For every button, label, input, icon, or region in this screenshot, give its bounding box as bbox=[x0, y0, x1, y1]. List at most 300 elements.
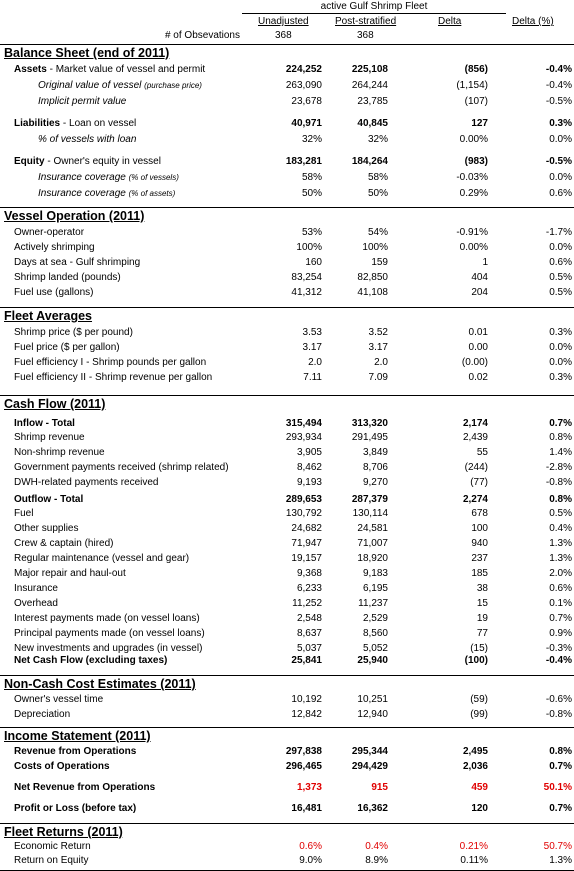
row-label-text: Original value of vessel bbox=[38, 80, 145, 91]
table-row bbox=[0, 568, 574, 582]
row-label bbox=[14, 523, 78, 534]
cell-post-stratified: 71,007 bbox=[357, 538, 388, 549]
cell-delta-pct: 0.8% bbox=[549, 746, 572, 757]
row-label-text: Principal payments made (on vessel loans) bbox=[14, 628, 205, 639]
cell-post-stratified: 2,529 bbox=[362, 613, 388, 624]
row-label-text: Regular maintenance (vessel and gear) bbox=[14, 553, 190, 564]
row-label-text: Revenue from Operations bbox=[14, 746, 137, 757]
cell-delta: 0.00% bbox=[459, 242, 488, 253]
cell-delta: 19 bbox=[476, 613, 488, 624]
cell-delta-pct: 0.1% bbox=[549, 598, 572, 609]
cell-post-stratified: 294,429 bbox=[351, 761, 388, 772]
row-label bbox=[14, 272, 121, 283]
cell-delta-pct: 0.7% bbox=[549, 761, 572, 772]
table-row bbox=[0, 172, 574, 186]
cell-unadjusted: 41,312 bbox=[291, 287, 322, 298]
cell-unadjusted: 9.0% bbox=[299, 855, 322, 866]
cell-delta: (107) bbox=[464, 96, 488, 107]
cell-post-stratified: 130,114 bbox=[352, 508, 388, 519]
cell-delta: 204 bbox=[471, 287, 488, 298]
cell-unadjusted: 24,682 bbox=[291, 523, 322, 534]
cell-post-stratified: 18,920 bbox=[357, 553, 388, 564]
table-row bbox=[0, 628, 574, 642]
cell-delta: (15) bbox=[470, 643, 488, 654]
row-label bbox=[14, 447, 105, 458]
row-label-text: Outflow - Total bbox=[14, 494, 84, 505]
col-header-post-stratified: Post-stratified bbox=[335, 16, 397, 27]
table-row bbox=[0, 188, 574, 202]
row-label-text: Implicit permit value bbox=[38, 96, 127, 107]
cell-delta-pct: 0.3% bbox=[549, 327, 572, 338]
cell-post-stratified: 3.52 bbox=[368, 327, 388, 338]
row-label bbox=[14, 553, 189, 564]
row-label-text: Inflow - Total bbox=[14, 418, 75, 429]
cell-unadjusted: 296,465 bbox=[285, 761, 322, 772]
row-label-text: Return on Equity bbox=[14, 855, 89, 866]
row-label-text: Owner-operator bbox=[14, 227, 85, 238]
cell-unadjusted: 71,947 bbox=[291, 538, 322, 549]
cell-delta: 100 bbox=[471, 523, 488, 534]
table-row bbox=[0, 841, 574, 855]
row-label-text: Government payments received (shrimp related) bbox=[14, 462, 229, 473]
cell-unadjusted: 8,462 bbox=[296, 462, 322, 473]
cell-post-stratified: 9,183 bbox=[362, 568, 388, 579]
cell-post-stratified: 23,785 bbox=[357, 96, 388, 107]
section-title: Non-Cash Cost Estimates (2011) bbox=[4, 677, 196, 691]
table-row bbox=[0, 523, 574, 537]
cell-delta-pct: 0.7% bbox=[549, 803, 572, 814]
row-label-text: Insurance bbox=[14, 583, 58, 594]
cell-delta-pct: -0.6% bbox=[545, 694, 572, 705]
cell-delta-pct: -2.8% bbox=[545, 462, 572, 473]
cell-delta: 1 bbox=[482, 257, 488, 268]
row-label-text: Profit or Loss (before tax) bbox=[14, 803, 137, 814]
row-label-text: DWH-related payments received bbox=[14, 477, 159, 488]
cell-post-stratified: 8,560 bbox=[362, 628, 388, 639]
section-title: Balance Sheet (end of 2011) bbox=[4, 46, 170, 60]
cell-unadjusted: 3,905 bbox=[296, 447, 322, 458]
cell-unadjusted: 263,090 bbox=[285, 80, 322, 91]
cell-unadjusted: 8,637 bbox=[296, 628, 322, 639]
row-label bbox=[14, 508, 33, 519]
row-label-text: Fuel efficiency II - Shrimp revenue per gallon bbox=[14, 372, 213, 383]
cell-delta-pct: 0.0% bbox=[549, 134, 572, 145]
row-label-text: Equity bbox=[14, 156, 45, 167]
row-label-text: Shrimp landed (pounds) bbox=[14, 272, 121, 283]
table-row bbox=[0, 342, 574, 356]
cell-unadjusted: 3.53 bbox=[302, 327, 322, 338]
section-title: Fleet Returns (2011) bbox=[4, 825, 123, 839]
table-row bbox=[0, 96, 574, 110]
table-row bbox=[0, 134, 574, 148]
cell-delta-pct: 0.8% bbox=[549, 432, 572, 443]
cell-unadjusted: 293,934 bbox=[285, 432, 322, 443]
cell-delta: 15 bbox=[476, 598, 488, 609]
section-rule bbox=[0, 307, 574, 308]
cell-delta-pct: -0.4% bbox=[545, 64, 572, 75]
row-label-text: Overhead bbox=[14, 598, 58, 609]
row-label bbox=[14, 746, 136, 757]
row-label bbox=[14, 538, 113, 549]
table-row bbox=[0, 761, 574, 775]
cell-post-stratified: 8,706 bbox=[362, 462, 388, 473]
row-label-text: Insurance coverage bbox=[38, 172, 129, 183]
row-label bbox=[14, 327, 133, 338]
cell-delta: (244) bbox=[464, 462, 488, 473]
row-label bbox=[14, 643, 202, 654]
row-label bbox=[38, 80, 202, 91]
cell-unadjusted: 224,252 bbox=[285, 64, 322, 75]
row-label-text: New investments and upgrades (in vessel) bbox=[14, 643, 203, 654]
row-label-text: Fuel price ($ per gallon) bbox=[14, 342, 120, 353]
row-label-text: Crew & captain (hired) bbox=[14, 538, 114, 549]
cell-unadjusted: 25,841 bbox=[291, 655, 322, 666]
table-row bbox=[0, 327, 574, 341]
table-row bbox=[0, 553, 574, 567]
table-row bbox=[0, 855, 574, 869]
row-label-text: Fuel use (gallons) bbox=[14, 287, 94, 298]
cell-delta-pct: 0.5% bbox=[549, 272, 572, 283]
cell-post-stratified: 100% bbox=[362, 242, 388, 253]
cell-delta: (99) bbox=[470, 709, 488, 720]
table-row bbox=[0, 598, 574, 612]
row-label bbox=[14, 803, 136, 814]
cell-delta: (77) bbox=[470, 477, 488, 488]
section-title: Vessel Operation (2011) bbox=[4, 209, 145, 223]
table-row bbox=[0, 242, 574, 256]
cell-delta-pct: -0.8% bbox=[545, 477, 572, 488]
cell-delta: -0.91% bbox=[456, 227, 488, 238]
cell-delta-pct: 1.4% bbox=[549, 447, 572, 458]
row-label bbox=[14, 156, 161, 167]
row-label-text: Economic Return bbox=[14, 841, 91, 852]
table-row bbox=[0, 287, 574, 301]
row-label bbox=[14, 655, 167, 666]
section-rule bbox=[0, 823, 574, 824]
cell-unadjusted: 32% bbox=[301, 134, 322, 145]
cell-post-stratified: 41,108 bbox=[357, 287, 388, 298]
cell-unadjusted: 16,481 bbox=[291, 803, 322, 814]
cell-unadjusted: 23,678 bbox=[291, 96, 322, 107]
cell-delta: 127 bbox=[471, 118, 488, 129]
row-label-text: Fuel bbox=[14, 508, 34, 519]
table-row bbox=[0, 357, 574, 371]
row-label-text: Actively shrimping bbox=[14, 242, 95, 253]
cell-delta: 0.00 bbox=[468, 342, 488, 353]
row-label-text: Insurance coverage bbox=[38, 188, 129, 199]
row-label bbox=[14, 342, 120, 353]
col-header-delta: Delta bbox=[438, 16, 462, 27]
cell-unadjusted: 100% bbox=[296, 242, 322, 253]
cell-delta: 2,439 bbox=[462, 432, 488, 443]
section-title: Cash Flow (2011) bbox=[4, 397, 106, 411]
row-label bbox=[38, 134, 136, 145]
table-row bbox=[0, 156, 574, 170]
row-label bbox=[14, 64, 205, 75]
cell-unadjusted: 11,252 bbox=[292, 598, 322, 609]
row-label-text: Net Revenue from Operations bbox=[14, 782, 156, 793]
cell-post-stratified: 40,845 bbox=[357, 118, 388, 129]
row-label bbox=[14, 568, 126, 579]
table-row bbox=[0, 782, 574, 796]
row-label-note: (% of assets) bbox=[128, 189, 176, 198]
cell-post-stratified: 11,237 bbox=[358, 598, 388, 609]
cell-unadjusted: 6,233 bbox=[296, 583, 322, 594]
cell-delta: 0.21% bbox=[459, 841, 488, 852]
row-label bbox=[14, 694, 103, 705]
row-label-text: Shrimp price ($ per pound) bbox=[14, 327, 133, 338]
table-row bbox=[0, 462, 574, 476]
cell-delta-pct: 0.6% bbox=[549, 257, 572, 268]
row-label-text: Days at sea - Gulf shrimping bbox=[14, 257, 141, 268]
cell-post-stratified: 3,849 bbox=[362, 447, 388, 458]
cell-unadjusted: 297,838 bbox=[285, 746, 322, 757]
row-label bbox=[14, 855, 89, 866]
row-label bbox=[14, 494, 83, 505]
cell-unadjusted: 0.6% bbox=[299, 841, 322, 852]
row-label bbox=[14, 598, 58, 609]
cell-unadjusted: 2.0 bbox=[308, 357, 322, 368]
cell-post-stratified: 7.09 bbox=[368, 372, 388, 383]
row-label-description: - Owner's equity in vessel bbox=[44, 156, 161, 167]
cell-delta: (0.00) bbox=[461, 357, 488, 368]
cell-delta: 2,036 bbox=[462, 761, 488, 772]
cell-delta: 940 bbox=[471, 538, 488, 549]
cell-delta-pct: 1.3% bbox=[549, 855, 572, 866]
cell-delta: 0.01 bbox=[468, 327, 488, 338]
cell-delta-pct: 0.9% bbox=[549, 628, 572, 639]
table-row bbox=[0, 655, 574, 669]
row-label bbox=[14, 761, 110, 772]
table-row bbox=[0, 64, 574, 78]
cell-delta: 2,274 bbox=[462, 494, 488, 505]
cell-delta-pct: -0.5% bbox=[545, 96, 572, 107]
table-row bbox=[0, 709, 574, 723]
cell-post-stratified: 159 bbox=[371, 257, 388, 268]
cell-delta: 55 bbox=[476, 447, 488, 458]
row-label bbox=[14, 418, 75, 429]
cell-delta-pct: 1.3% bbox=[549, 553, 572, 564]
cell-post-stratified: 291,495 bbox=[351, 432, 388, 443]
row-label-description: - Loan on vessel bbox=[60, 118, 137, 129]
cell-unadjusted: 83,254 bbox=[291, 272, 322, 283]
table-row bbox=[0, 694, 574, 708]
row-label bbox=[14, 432, 85, 443]
cell-delta-pct: -0.4% bbox=[545, 80, 572, 91]
cell-delta-pct: 0.7% bbox=[549, 418, 572, 429]
cell-post-stratified: 16,362 bbox=[357, 803, 388, 814]
cell-post-stratified: 6,195 bbox=[362, 583, 388, 594]
cell-post-stratified: 225,108 bbox=[351, 64, 388, 75]
table-row bbox=[0, 803, 574, 817]
table-row bbox=[0, 613, 574, 627]
section-rule bbox=[0, 727, 574, 728]
cell-delta-pct: -1.7% bbox=[545, 227, 572, 238]
row-label-text: Fuel efficiency I - Shrimp pounds per gallon bbox=[14, 357, 207, 368]
table-row bbox=[0, 583, 574, 597]
row-label bbox=[14, 257, 140, 268]
cell-unadjusted: 40,971 bbox=[291, 118, 322, 129]
cell-delta-pct: 0.6% bbox=[549, 583, 572, 594]
cell-unadjusted: 130,792 bbox=[285, 508, 322, 519]
row-label bbox=[38, 188, 175, 199]
row-label bbox=[14, 462, 229, 473]
cell-delta-pct: 0.5% bbox=[549, 287, 572, 298]
cell-unadjusted: 53% bbox=[301, 227, 322, 238]
cell-post-stratified: 10,251 bbox=[357, 694, 388, 705]
section-rule bbox=[0, 395, 574, 396]
cell-delta-pct: -0.5% bbox=[545, 156, 572, 167]
row-label-text: Depreciation bbox=[14, 709, 71, 720]
row-label bbox=[38, 172, 179, 183]
cell-unadjusted: 2,548 bbox=[296, 613, 322, 624]
col-header-unadjusted: Unadjusted bbox=[258, 16, 309, 27]
cell-unadjusted: 19,157 bbox=[291, 553, 322, 564]
cell-post-stratified: 2.0 bbox=[374, 357, 388, 368]
cell-delta: 404 bbox=[471, 272, 488, 283]
cell-post-stratified: 50% bbox=[367, 188, 388, 199]
section-title: Income Statement (2011) bbox=[4, 729, 151, 743]
table-row bbox=[0, 477, 574, 491]
row-label bbox=[14, 372, 212, 383]
row-label bbox=[14, 357, 206, 368]
table-row bbox=[0, 118, 574, 132]
row-label-text: Liabilities bbox=[14, 118, 61, 129]
table-row bbox=[0, 494, 574, 508]
table-row bbox=[0, 447, 574, 461]
cell-delta: 185 bbox=[471, 568, 488, 579]
table-row bbox=[0, 272, 574, 286]
col-header-delta-pct: Delta (%) bbox=[512, 16, 554, 27]
table-row bbox=[0, 227, 574, 241]
cell-delta-pct: 0.0% bbox=[549, 342, 572, 353]
row-label-note: (purchase price) bbox=[144, 81, 202, 90]
table-row bbox=[0, 372, 574, 386]
observations-post-stratified: 368 bbox=[357, 30, 374, 41]
cell-delta-pct: 50.7% bbox=[543, 841, 572, 852]
cell-delta: (59) bbox=[470, 694, 488, 705]
cell-delta-pct: 0.3% bbox=[549, 372, 572, 383]
row-label bbox=[14, 613, 200, 624]
cell-post-stratified: 12,940 bbox=[357, 709, 388, 720]
row-label-description: - Market value of vessel and permit bbox=[46, 64, 206, 75]
cell-delta-pct: 0.5% bbox=[549, 508, 572, 519]
row-label-text: Assets bbox=[14, 64, 47, 75]
table-row bbox=[0, 508, 574, 522]
section-title: Fleet Averages bbox=[4, 309, 93, 323]
cell-unadjusted: 289,653 bbox=[285, 494, 322, 505]
cell-delta-pct: 0.4% bbox=[549, 523, 572, 534]
cell-post-stratified: 5,052 bbox=[362, 643, 388, 654]
cell-unadjusted: 3.17 bbox=[302, 342, 322, 353]
row-label-text: Major repair and haul-out bbox=[14, 568, 126, 579]
cell-delta: (1,154) bbox=[456, 80, 488, 91]
cell-unadjusted: 9,368 bbox=[296, 568, 322, 579]
row-label-text: Shrimp revenue bbox=[14, 432, 85, 443]
cell-delta: 0.11% bbox=[460, 855, 488, 866]
cell-post-stratified: 295,344 bbox=[351, 746, 388, 757]
row-label bbox=[14, 841, 91, 852]
cell-delta: 77 bbox=[476, 628, 488, 639]
row-label bbox=[14, 628, 205, 639]
cell-delta: 237 bbox=[471, 553, 488, 564]
cell-unadjusted: 10,192 bbox=[291, 694, 322, 705]
table-row bbox=[0, 538, 574, 552]
row-label-text: Other supplies bbox=[14, 523, 79, 534]
cell-delta-pct: 0.3% bbox=[549, 118, 572, 129]
cell-delta-pct: 0.0% bbox=[549, 172, 572, 183]
cell-delta: 38 bbox=[476, 583, 488, 594]
cell-post-stratified: 313,320 bbox=[351, 418, 388, 429]
section-rule bbox=[0, 207, 574, 208]
cell-delta: 120 bbox=[471, 803, 488, 814]
cell-unadjusted: 7.11 bbox=[303, 372, 322, 383]
section-rule bbox=[0, 675, 574, 676]
row-label-text: Owner's vessel time bbox=[14, 694, 104, 705]
cell-post-stratified: 184,264 bbox=[351, 156, 388, 167]
table-row bbox=[0, 418, 574, 432]
row-label bbox=[14, 242, 95, 253]
cell-post-stratified: 82,850 bbox=[357, 272, 388, 283]
observations-unadjusted: 368 bbox=[275, 30, 292, 41]
row-label-text: Costs of Operations bbox=[14, 761, 110, 772]
cell-delta: 2,495 bbox=[462, 746, 488, 757]
row-label bbox=[14, 227, 84, 238]
cell-post-stratified: 915 bbox=[371, 782, 388, 793]
row-label bbox=[14, 709, 70, 720]
cell-delta-pct: 2.0% bbox=[549, 568, 572, 579]
cell-delta-pct: -0.4% bbox=[545, 655, 572, 666]
cell-delta-pct: 0.0% bbox=[549, 357, 572, 368]
cell-unadjusted: 160 bbox=[305, 257, 322, 268]
row-label bbox=[14, 477, 159, 488]
row-label-text: Net Cash Flow (excluding taxes) bbox=[14, 655, 168, 666]
table-row bbox=[0, 746, 574, 760]
cell-delta-pct: 1.3% bbox=[549, 538, 572, 549]
group-title-rule bbox=[242, 13, 506, 14]
cell-delta: (983) bbox=[464, 156, 488, 167]
cell-post-stratified: 24,581 bbox=[357, 523, 388, 534]
row-label bbox=[14, 583, 58, 594]
cell-unadjusted: 50% bbox=[301, 188, 322, 199]
cell-delta: (856) bbox=[464, 64, 488, 75]
cell-unadjusted: 5,037 bbox=[296, 643, 322, 654]
cell-delta-pct: 0.8% bbox=[549, 494, 572, 505]
row-label-note: (% of vessels) bbox=[128, 173, 179, 182]
cell-delta: 0.00% bbox=[459, 134, 488, 145]
cell-post-stratified: 9,270 bbox=[362, 477, 388, 488]
cell-delta: 0.29% bbox=[459, 188, 488, 199]
row-label-text: Non-shrimp revenue bbox=[14, 447, 105, 458]
cell-delta: -0.03% bbox=[456, 172, 488, 183]
cell-delta: 2,174 bbox=[462, 418, 488, 429]
cell-post-stratified: 8.9% bbox=[365, 855, 388, 866]
cell-delta-pct: 50.1% bbox=[543, 782, 572, 793]
cell-post-stratified: 58% bbox=[367, 172, 388, 183]
cell-delta-pct: 0.6% bbox=[549, 188, 572, 199]
cell-delta-pct: -0.3% bbox=[545, 643, 572, 654]
cell-post-stratified: 287,379 bbox=[351, 494, 388, 505]
cell-unadjusted: 315,494 bbox=[285, 418, 322, 429]
cell-unadjusted: 183,281 bbox=[285, 156, 322, 167]
cell-post-stratified: 25,940 bbox=[357, 655, 388, 666]
cell-unadjusted: 1,373 bbox=[296, 782, 322, 793]
cell-delta: 0.02 bbox=[468, 372, 488, 383]
cell-unadjusted: 9,193 bbox=[296, 477, 322, 488]
cell-unadjusted: 12,842 bbox=[291, 709, 322, 720]
row-label bbox=[14, 782, 155, 793]
row-label-text: % of vessels with loan bbox=[38, 134, 137, 145]
